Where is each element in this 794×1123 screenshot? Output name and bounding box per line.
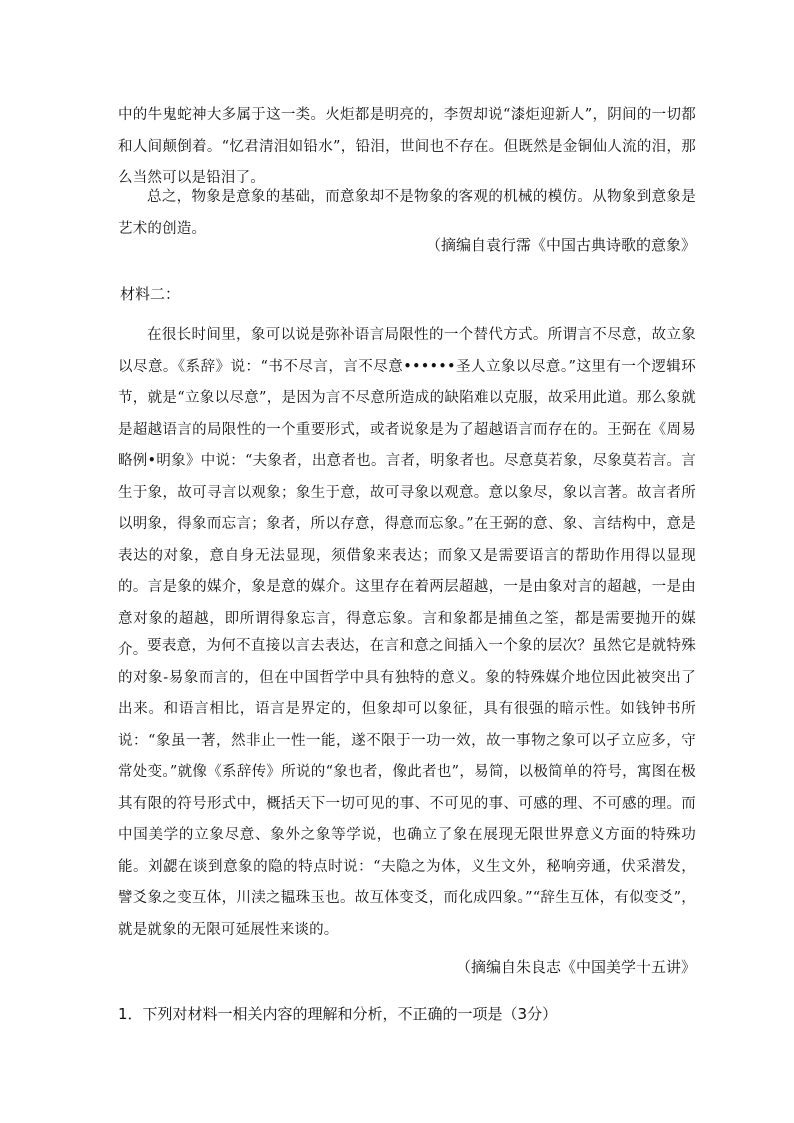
source-citation-two: （摘编自朱良志《中国美学十五讲》 [455,958,696,976]
question-1: 1．下列对材料一相关内容的理解和分析，不正确的一项是（3分） [118,1005,558,1023]
material-two-heading: 材料二： [120,285,181,303]
conclusion-paragraph: 总之，物象是意象的基础，而意象却不是物象的客观的机械的模仿。从物象到意象是艺术的创造。 [118,189,696,237]
source-citation-one: （摘编自袁行霈《中国古典诗歌的意象》 [425,236,696,254]
material-two-paragraph-2: 要表意，为何不直接以言去表达，在言和意之间插入一个象的层次？虽然它是就特殊的对象-易象而言的，但在中国哲学中具有独特的意义。象的特殊媒介地位因此被突出了出来。和语言相比，语言是界定的，但象却可以象征，具有很强的暗示性。如钱钟书所说：“象虽一著，然非止一性一能，遂不限于一功一效，故一事物之象可以孑立应多，守常处变。”就像《系辞传》所说的“象也者，像此者也”，易简，以极简单的符号，寓图在极其有限的符号形式中，概括天下一切可见的事、不可见的事、可感的理、不可感的理。而中国美学的立象尽意、象外之象等学说，也确立了象在展现无限世界意义方面的特殊功能。刘勰在谈到意象的隐的特点时说：“夫隐之为体，义生文外，秘响旁通，伏采潜发，譬爻象之变互体，川渎之韫珠玉也。故互体变爻，而化成四象。”“辞生互体，有似变爻”，就是就象的无限可延展性来谈的。 [118,638,696,938]
material-two-paragraph-1: 在很长时间里，象可以说是弥补语言局限性的一个替代方式。所谓言不尽意，故立象以尽意。《系辞》说：“书不尽言，言不尽意••••••圣人立象以尽意。”这里有一个逻辑环节，就是“立象以尽意”，是因为言不尽意所造成的缺陷难以克服，故采用此道。那么象就是超越语言的局限性的一个重要形式，或者说象是为了超越语言而存在的。王弼在《周易略例•明象》中说：“夫象者，出意者也。言者，明象者也。尽意莫若象，尽象莫若言。言生于象，故可寻言以观象；象生于意，故可寻象以观意。意以象尽，象以言著。故言者所以明象，得象而忘言；象者，所以存意，得意而忘象。”在王弼的意、象、言结构中，意是表达的对象，意自身无法显现，须借象来表达；而象又是需要语言的帮助作用得以显现的。言是象的媒介，象是意的媒介。这里存在着两层超越，一是由象对言的超越，一是由意对象的超越，即所谓得象忘言，得意忘象。言和象都是捕鱼之筌，都是需要抛开的媒介。 [118,327,696,658]
passage-continued: 中的牛鬼蛇神大多属于这一类。火炬都是明亮的，李贺却说“漆炬迎新人”，阴间的一切都和人间颠倒着。“忆君清泪如铅水”，铅泪，世间也不存在。但既然是金铜仙人流的泪，那么当然可以是铅泪了。 [118,107,696,186]
